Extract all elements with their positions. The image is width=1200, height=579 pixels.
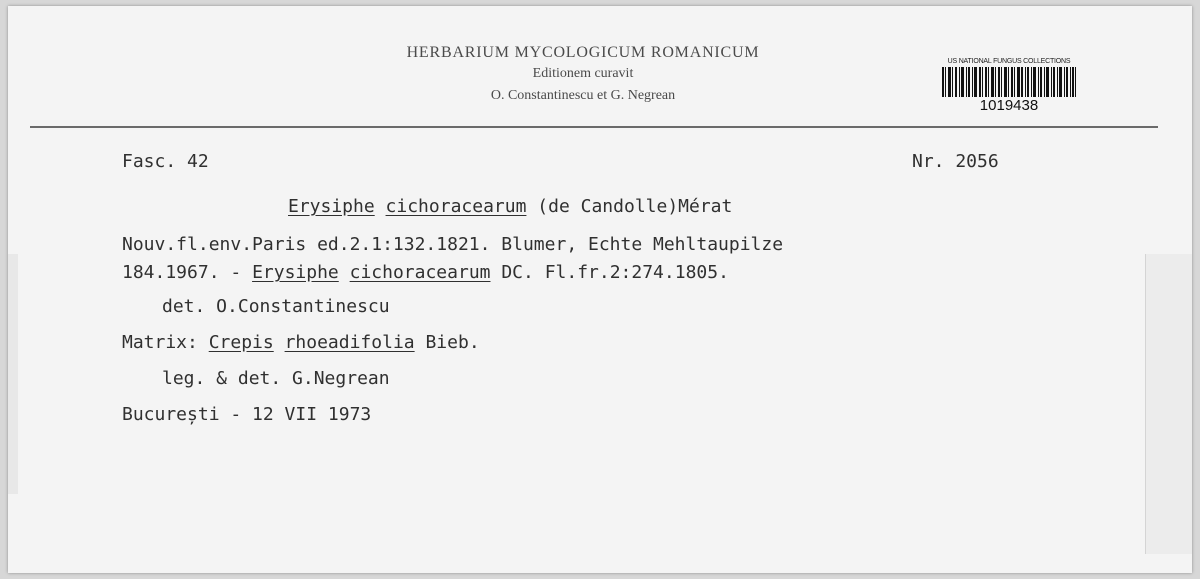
taxon-genus: Erysiphe [288, 196, 375, 217]
synonym-species: cichoracearum [349, 262, 491, 283]
taxon-authority: (de Candolle)Mérat [537, 196, 733, 217]
label-edge-left [8, 254, 18, 494]
herbarium-label [8, 6, 1192, 573]
fascicle: Fasc. 42 [122, 151, 209, 172]
matrix-label: Matrix: [122, 332, 198, 353]
barcode-number: 1019438 [979, 97, 1039, 114]
reference-line-1: Nouv.fl.env.Paris ed.2.1:132.1821. Blumer, Echte Mehltaupilze [122, 234, 784, 255]
herbarium-title: HERBARIUM MYCOLOGICUM ROMANICUM [406, 44, 760, 61]
reference-prefix: 184.1967. - [122, 262, 242, 283]
host-authority: Bieb. [425, 332, 480, 353]
taxon-species: cichoracearum [385, 196, 527, 217]
host-genus: Crepis [208, 332, 274, 353]
editors: O. Constantinescu et G. Negrean [490, 88, 676, 103]
synonym-genus: Erysiphe [252, 262, 339, 283]
collector: leg. & det. G.Negrean [162, 368, 390, 389]
exsiccata-number: Nr. 2056 [912, 151, 999, 172]
barcode-bars [942, 67, 1076, 97]
edition-note: Editionem curavit [532, 66, 634, 81]
barcode-caption: US NATIONAL FUNGUS COLLECTIONS [947, 58, 1071, 65]
reference-suffix: DC. Fl.fr.2:274.1805. [501, 262, 729, 283]
barcode [938, 58, 1080, 122]
taxon-name [288, 196, 732, 217]
header-divider [30, 126, 1158, 128]
reference-line-2 [122, 262, 729, 283]
label-edge-right [1145, 254, 1192, 554]
locality-date: București - 12 VII 1973 [122, 404, 372, 425]
matrix-line [122, 332, 480, 353]
host-species: rhoeadifolia [284, 332, 415, 353]
determiner: det. O.Constantinescu [162, 296, 390, 317]
